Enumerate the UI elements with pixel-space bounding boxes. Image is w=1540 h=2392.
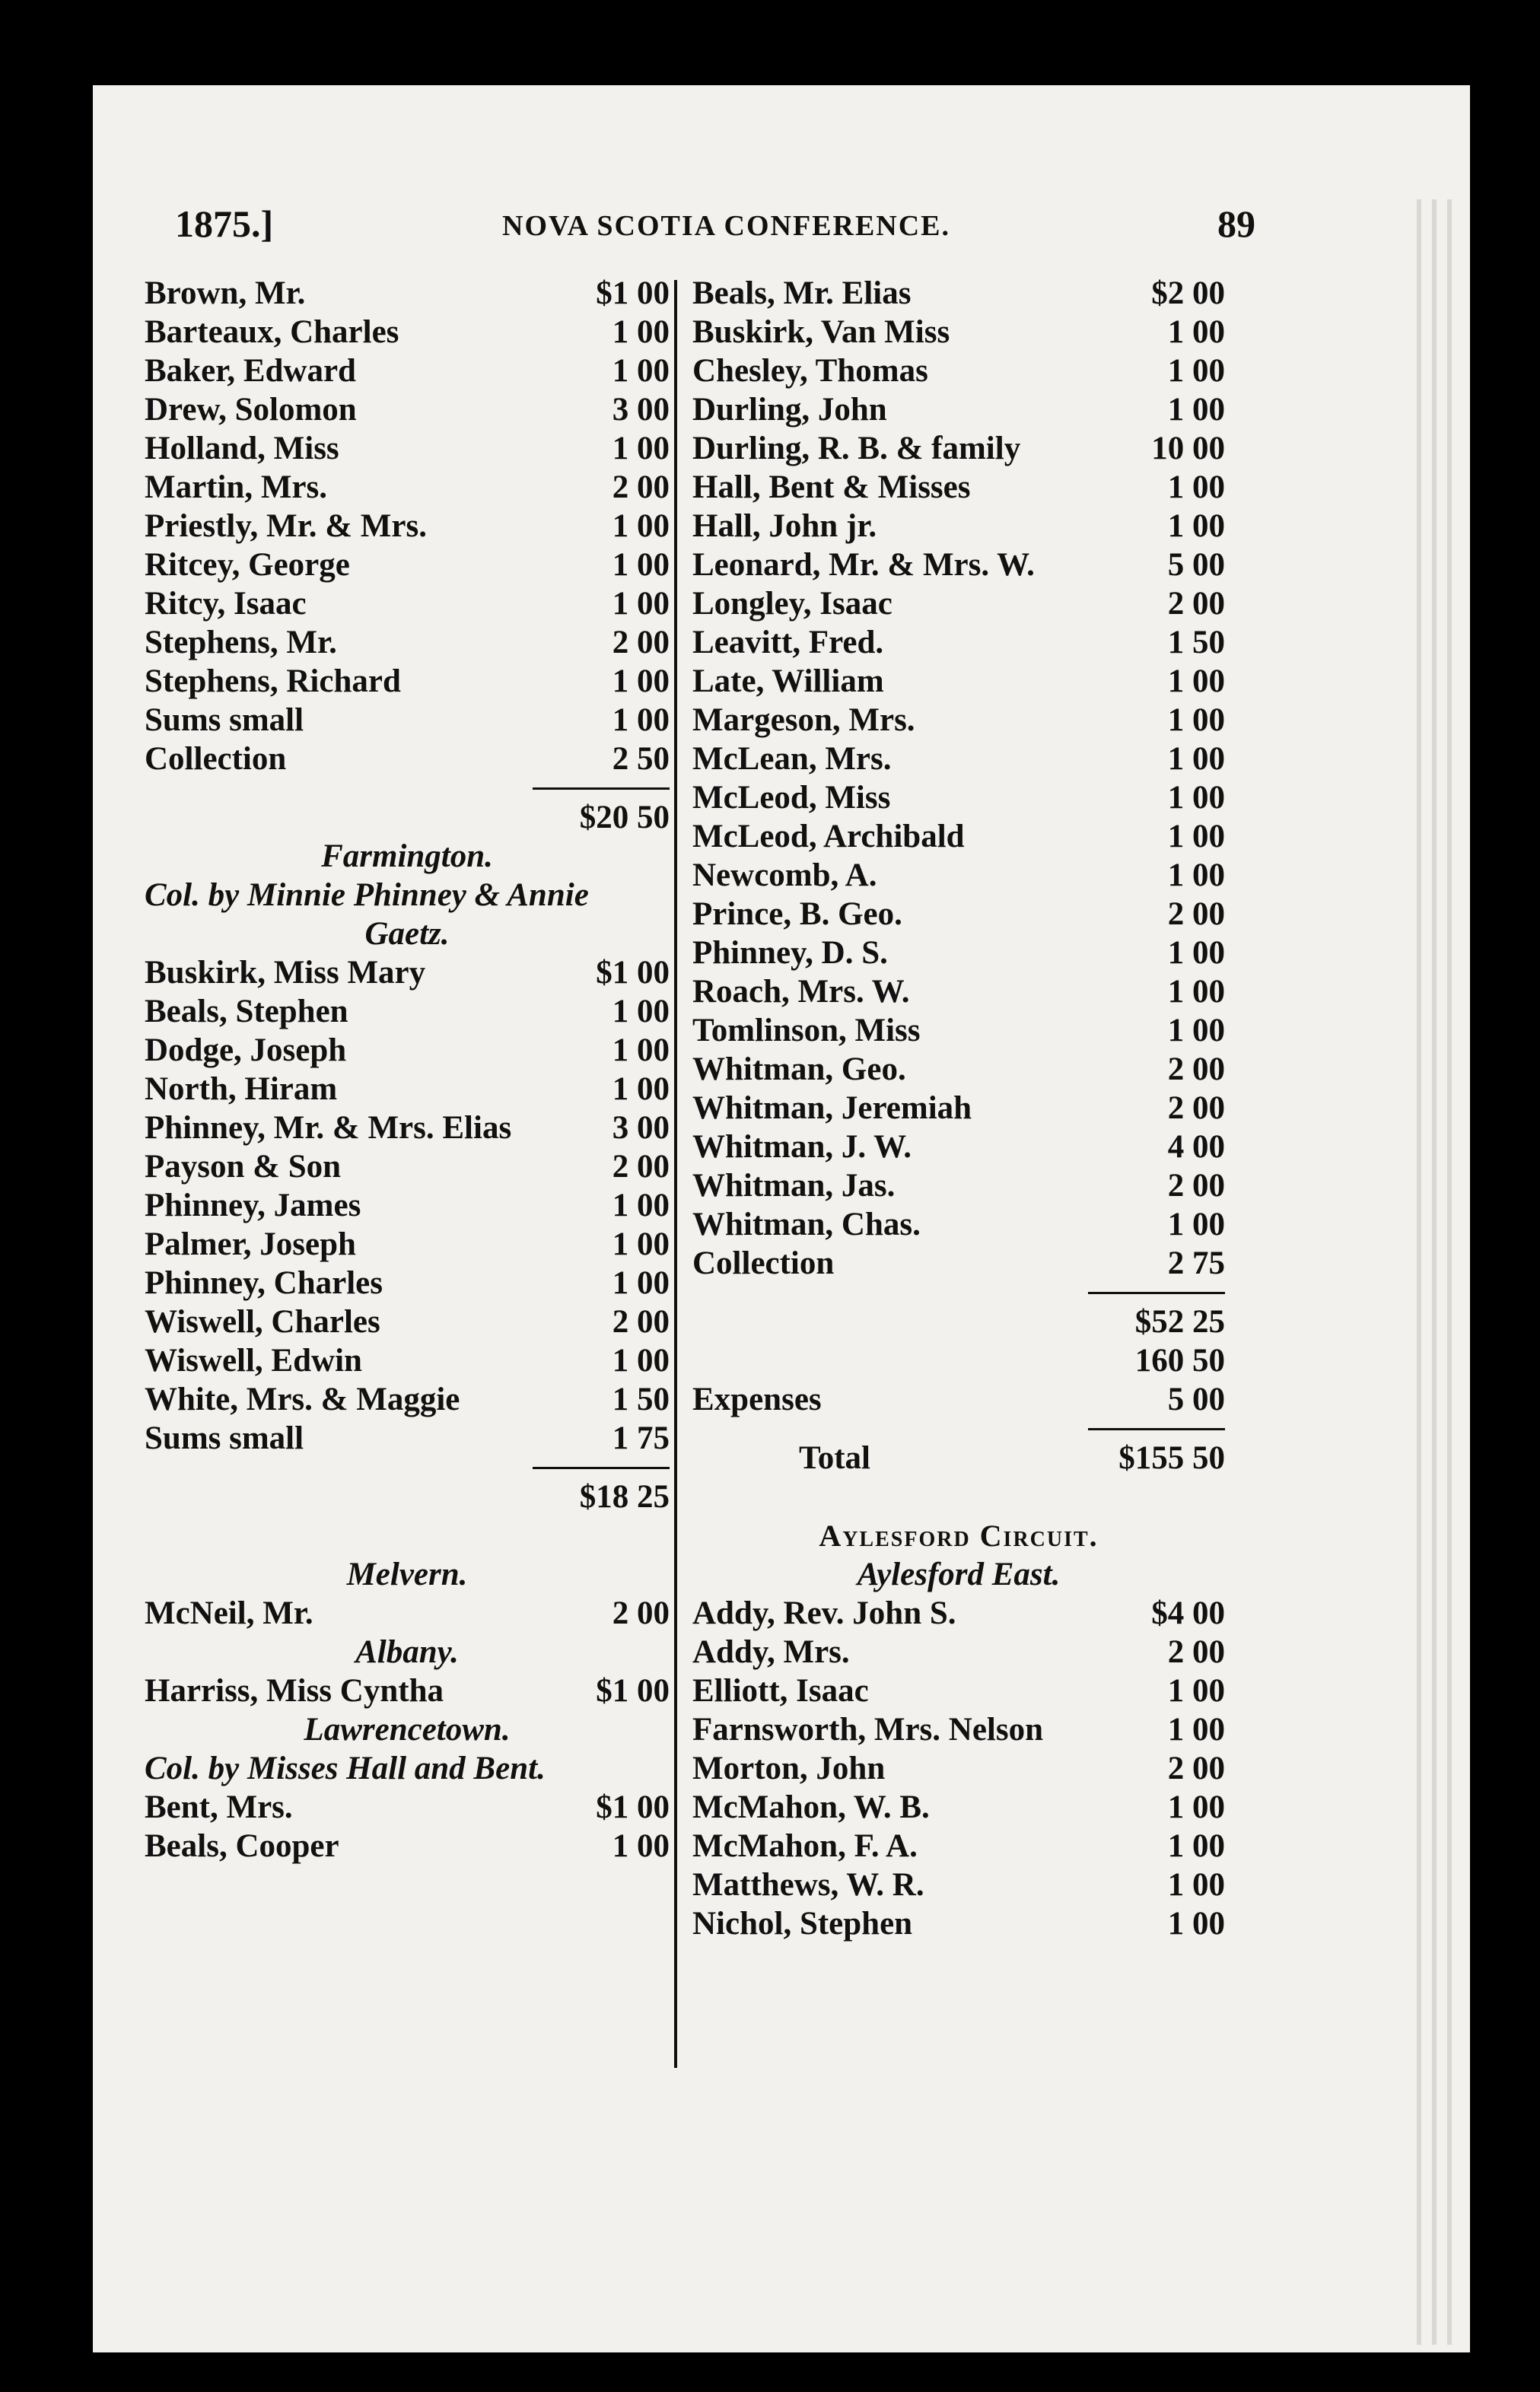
subtotal-amount: $20 50 xyxy=(579,800,670,835)
subtotal-amount: $18 25 xyxy=(579,1479,670,1515)
contribution-amount: 1 00 xyxy=(1167,702,1225,738)
contribution-amount: $2 00 xyxy=(1151,275,1225,311)
contribution-row xyxy=(145,507,670,546)
contribution-row xyxy=(692,274,1225,313)
contribution-amount: 2 50 xyxy=(612,741,670,777)
contributor-name: North, Hiram xyxy=(145,1071,338,1107)
contribution-amount: 2 00 xyxy=(612,625,670,660)
sum-row xyxy=(692,1341,1225,1380)
contribution-amount: 2 00 xyxy=(1167,1051,1225,1087)
total-label: Total xyxy=(799,1440,870,1476)
contribution-row xyxy=(692,507,1225,546)
contribution-amount: $4 00 xyxy=(1151,1595,1225,1631)
contribution-amount: 1 00 xyxy=(1167,1789,1225,1825)
contributor-name: Whitman, J. W. xyxy=(692,1129,912,1165)
contribution-amount: 1 00 xyxy=(612,586,670,622)
contribution-amount: 1 00 xyxy=(1167,935,1225,971)
contributor-name: Addy, Rev. John S. xyxy=(692,1595,956,1631)
contributor-name: Newcomb, A. xyxy=(692,857,877,893)
contribution-list xyxy=(145,274,670,778)
contributor-name: Barteaux, Charles xyxy=(145,314,399,350)
sum-rule xyxy=(692,1419,1225,1439)
contributor-name: Durling, John xyxy=(692,392,887,428)
contributor-name: Elliott, Isaac xyxy=(692,1673,869,1709)
expenses-label: Expenses xyxy=(692,1382,822,1417)
section-heading: Lawrencetown. xyxy=(304,1712,511,1748)
contribution-amount: 1 00 xyxy=(612,547,670,583)
contribution-amount: 3 00 xyxy=(612,392,670,428)
contribution-row xyxy=(692,662,1225,701)
contribution-amount: 1 00 xyxy=(1167,857,1225,893)
contribution-list xyxy=(145,1788,670,1866)
subtotal-row xyxy=(145,1478,670,1516)
contribution-row xyxy=(692,1866,1225,1904)
contribution-row xyxy=(692,313,1225,351)
subtotal-row xyxy=(692,1303,1225,1341)
contribution-row xyxy=(145,701,670,740)
contributor-name: Phinney, Mr. & Mrs. Elias xyxy=(145,1110,512,1146)
contribution-amount: $1 00 xyxy=(596,1673,670,1709)
contributor-name: Priestly, Mr. & Mrs. xyxy=(145,508,427,544)
contribution-list xyxy=(692,274,1225,1283)
contribution-row xyxy=(145,740,670,778)
contributor-name: Stephens, Richard xyxy=(145,663,401,699)
section-heading: Farmington. xyxy=(321,838,493,874)
contribution-amount: 2 00 xyxy=(612,469,670,505)
contribution-amount: 1 00 xyxy=(612,1188,670,1223)
contributor-name: Ritcy, Isaac xyxy=(145,586,307,622)
total-amount: $155 50 xyxy=(1118,1440,1225,1476)
section-heading: Melvern. xyxy=(346,1557,468,1592)
contributor-name: Morton, John xyxy=(692,1751,886,1786)
contributor-name: Wiswell, Charles xyxy=(145,1304,380,1340)
contribution-row xyxy=(692,390,1225,429)
section-heading: Albany. xyxy=(355,1634,459,1670)
contribution-row xyxy=(692,1166,1225,1205)
contributor-name: Phinney, Charles xyxy=(145,1265,383,1301)
contribution-row xyxy=(692,1205,1225,1244)
contribution-amount: 1 00 xyxy=(1167,508,1225,544)
contribution-row xyxy=(692,1710,1225,1749)
contribution-amount: 1 00 xyxy=(1167,1013,1225,1048)
page-edge xyxy=(1432,199,1437,2345)
contribution-row xyxy=(692,817,1225,856)
contribution-amount: 1 00 xyxy=(1167,1828,1225,1864)
contribution-amount: 1 00 xyxy=(1167,819,1225,854)
contributor-name: Holland, Miss xyxy=(145,431,339,466)
contribution-amount: $1 00 xyxy=(596,1789,670,1825)
contributor-name: Nichol, Stephen xyxy=(692,1906,913,1942)
contribution-amount: 1 00 xyxy=(1167,392,1225,428)
contribution-amount: 2 00 xyxy=(612,1595,670,1631)
contribution-amount: 1 00 xyxy=(1167,314,1225,350)
contribution-amount: 1 00 xyxy=(612,1032,670,1068)
contributor-name: Chesley, Thomas xyxy=(692,353,928,389)
contribution-row xyxy=(692,972,1225,1011)
contributor-name: Hall, John jr. xyxy=(692,508,877,544)
sum-rule xyxy=(145,1458,670,1478)
contribution-row xyxy=(145,1109,670,1147)
contribution-row xyxy=(692,1827,1225,1866)
left-column xyxy=(145,274,670,1866)
contributor-name: Whitman, Jas. xyxy=(692,1168,896,1204)
contribution-row xyxy=(692,1904,1225,1943)
contributor-name: Longley, Isaac xyxy=(692,586,892,622)
contributor-name: Collection xyxy=(145,741,287,777)
page-edge xyxy=(1447,199,1452,2345)
contributor-name: McLeod, Miss xyxy=(692,780,891,816)
contribution-amount: 1 00 xyxy=(612,702,670,738)
collector-line: Col. by Minnie Phinney & Annie xyxy=(145,877,589,913)
contribution-list xyxy=(692,1594,1225,1943)
contributor-name: Bent, Mrs. xyxy=(145,1789,293,1825)
contributor-name: Durling, R. B. & family xyxy=(692,431,1021,466)
contribution-amount: 1 75 xyxy=(612,1420,670,1456)
contributor-name: Phinney, James xyxy=(145,1188,361,1223)
contribution-amount: 1 00 xyxy=(1167,1712,1225,1748)
contribution-row xyxy=(145,1419,670,1458)
contributor-name: Whitman, Chas. xyxy=(692,1207,921,1242)
sum-rule xyxy=(145,778,670,798)
contribution-amount: 4 00 xyxy=(1167,1129,1225,1165)
contributor-name: Brown, Mr. xyxy=(145,275,306,311)
contribution-row xyxy=(692,1128,1225,1166)
page-number: 89 xyxy=(1217,202,1255,245)
contributor-name: Phinney, D. S. xyxy=(692,935,888,971)
contribution-row xyxy=(692,1089,1225,1128)
contributor-name: Whitman, Jeremiah xyxy=(692,1090,972,1126)
contribution-row xyxy=(145,1070,670,1109)
contribution-row xyxy=(145,662,670,701)
contributor-name: Payson & Son xyxy=(145,1149,342,1185)
contributor-name: Sums small xyxy=(145,1420,304,1456)
header-title: NOVA SCOTIA CONFERENCE. xyxy=(502,210,951,242)
contributor-name: Farnsworth, Mrs. Nelson xyxy=(692,1712,1044,1748)
contribution-amount: 1 00 xyxy=(1167,469,1225,505)
contributor-name: Ritcey, George xyxy=(145,547,350,583)
contribution-row xyxy=(145,313,670,351)
contribution-row xyxy=(692,584,1225,623)
contribution-row xyxy=(692,1244,1225,1283)
section-heading: Aylesford East. xyxy=(857,1557,1061,1592)
contribution-row xyxy=(145,468,670,507)
contribution-amount: 1 00 xyxy=(612,431,670,466)
contribution-row xyxy=(692,351,1225,390)
contribution-row xyxy=(145,1303,670,1341)
contribution-row xyxy=(145,1147,670,1186)
contributor-name: Stephens, Mr. xyxy=(145,625,337,660)
contribution-amount: 1 00 xyxy=(1167,974,1225,1010)
contribution-amount: 2 00 xyxy=(1167,1751,1225,1786)
contribution-row xyxy=(692,468,1225,507)
contribution-row xyxy=(692,778,1225,817)
contributor-name: Beals, Cooper xyxy=(145,1828,339,1864)
total-row xyxy=(692,1439,1225,1478)
contribution-row xyxy=(692,1749,1225,1788)
contribution-amount: 1 00 xyxy=(1167,1906,1225,1942)
contribution-amount: 1 00 xyxy=(1167,1207,1225,1242)
collector-line: Gaetz. xyxy=(364,916,450,952)
contribution-amount: 1 00 xyxy=(1167,741,1225,777)
contribution-amount: 1 00 xyxy=(1167,780,1225,816)
sum-rule xyxy=(692,1283,1225,1303)
contribution-row xyxy=(145,429,670,468)
contributor-name: McLean, Mrs. xyxy=(692,741,892,777)
contributor-name: Collection xyxy=(692,1245,835,1281)
contribution-row xyxy=(692,1011,1225,1050)
contribution-amount: 1 00 xyxy=(612,314,670,350)
contribution-row xyxy=(692,740,1225,778)
contribution-row xyxy=(692,1633,1225,1672)
contribution-amount: 1 00 xyxy=(612,508,670,544)
subtotal-amount: $52 25 xyxy=(1134,1304,1225,1340)
contribution-row xyxy=(145,953,670,992)
contribution-row xyxy=(145,1380,670,1419)
contributor-name: Sums small xyxy=(145,702,304,738)
contributor-name: Wiswell, Edwin xyxy=(145,1343,362,1379)
contributor-name: Margeson, Mrs. xyxy=(692,702,915,738)
contributor-name: Baker, Edward xyxy=(145,353,356,389)
contribution-amount: 2 00 xyxy=(1167,586,1225,622)
contribution-row xyxy=(145,1672,670,1710)
contributor-name: McLeod, Archibald xyxy=(692,819,965,854)
contributor-name: Late, William xyxy=(692,663,884,699)
contribution-row xyxy=(145,1788,670,1827)
contribution-amount: 10 00 xyxy=(1151,431,1225,466)
column-divider xyxy=(674,280,677,2068)
contributor-name: Martin, Mrs. xyxy=(145,469,328,505)
contribution-amount: 2 00 xyxy=(1167,896,1225,932)
contributor-name: Leavitt, Fred. xyxy=(692,625,884,660)
contributor-name: Palmer, Joseph xyxy=(145,1226,356,1262)
right-column xyxy=(692,274,1225,1943)
contribution-amount: 1 00 xyxy=(612,1226,670,1262)
contribution-amount: 1 00 xyxy=(1167,1867,1225,1903)
contributor-name: Beals, Mr. Elias xyxy=(692,275,912,311)
page-edge xyxy=(1417,199,1421,2345)
contributor-name: Drew, Solomon xyxy=(145,392,357,428)
contribution-row xyxy=(692,1788,1225,1827)
contributor-name: Leonard, Mr. & Mrs. W. xyxy=(692,547,1035,583)
page-header xyxy=(175,202,1255,255)
contribution-row xyxy=(145,1341,670,1380)
contribution-amount: 1 00 xyxy=(1167,1673,1225,1709)
contributor-name: Buskirk, Miss Mary xyxy=(145,955,426,991)
contribution-amount: 1 00 xyxy=(612,994,670,1029)
contributor-name: Harriss, Miss Cyntha xyxy=(145,1673,444,1709)
contribution-amount: 3 00 xyxy=(612,1110,670,1146)
contribution-row xyxy=(145,1264,670,1303)
contributor-name: Whitman, Geo. xyxy=(692,1051,906,1087)
contribution-amount: 1 00 xyxy=(612,1343,670,1379)
contributor-name: McMahon, F. A. xyxy=(692,1828,918,1864)
contribution-amount: 2 75 xyxy=(1167,1245,1225,1281)
contributor-name: White, Mrs. & Maggie xyxy=(145,1382,460,1417)
contribution-row xyxy=(145,351,670,390)
contribution-row xyxy=(692,1672,1225,1710)
contribution-amount: 1 00 xyxy=(1167,353,1225,389)
contribution-row xyxy=(145,992,670,1031)
contributor-name: Addy, Mrs. xyxy=(692,1634,850,1670)
contribution-amount: 1 00 xyxy=(612,353,670,389)
subtotal-row xyxy=(145,798,670,837)
contribution-row xyxy=(692,546,1225,584)
contributor-name: Tomlinson, Miss xyxy=(692,1013,921,1048)
contribution-row xyxy=(145,274,670,313)
contribution-amount: 1 50 xyxy=(612,1382,670,1417)
contribution-row xyxy=(145,1594,670,1633)
contribution-row xyxy=(145,1186,670,1225)
contribution-row xyxy=(692,934,1225,972)
contribution-row xyxy=(145,1225,670,1264)
contribution-amount: 2 00 xyxy=(1167,1168,1225,1204)
contributor-name: McMahon, W. B. xyxy=(692,1789,930,1825)
contribution-amount: 1 00 xyxy=(1167,663,1225,699)
contribution-amount: 1 00 xyxy=(612,1071,670,1107)
contribution-row xyxy=(692,856,1225,895)
contribution-amount: 1 00 xyxy=(612,1828,670,1864)
contribution-row xyxy=(692,623,1225,662)
circuit-heading: Aylesford Circuit. xyxy=(819,1519,1099,1553)
contribution-list xyxy=(145,953,670,1458)
contribution-row xyxy=(692,1594,1225,1633)
expenses-amount: 5 00 xyxy=(1167,1382,1225,1417)
contributor-name: Matthews, W. R. xyxy=(692,1867,924,1903)
contribution-row xyxy=(145,584,670,623)
contribution-amount: 2 00 xyxy=(612,1304,670,1340)
contribution-amount: 5 00 xyxy=(1167,547,1225,583)
contribution-amount: 2 00 xyxy=(612,1149,670,1185)
sum-amount: 160 50 xyxy=(1134,1343,1225,1379)
contribution-row xyxy=(692,1050,1225,1089)
contribution-row xyxy=(145,1827,670,1866)
contribution-amount: 1 00 xyxy=(612,663,670,699)
contribution-amount: 2 00 xyxy=(1167,1090,1225,1126)
contributor-name: Buskirk, Van Miss xyxy=(692,314,950,350)
contribution-amount: 1 00 xyxy=(612,1265,670,1301)
contributor-name: Roach, Mrs. W. xyxy=(692,974,910,1010)
contribution-row xyxy=(145,546,670,584)
contributor-name: Beals, Stephen xyxy=(145,994,348,1029)
contribution-amount: 1 50 xyxy=(1167,625,1225,660)
contribution-amount: $1 00 xyxy=(596,275,670,311)
contribution-row xyxy=(145,1031,670,1070)
header-year: 1875.] xyxy=(175,202,274,245)
contributor-name: Prince, B. Geo. xyxy=(692,896,902,932)
contribution-amount: $1 00 xyxy=(596,955,670,991)
contributor-name: Dodge, Joseph xyxy=(145,1032,347,1068)
contribution-row xyxy=(692,701,1225,740)
contribution-row xyxy=(692,895,1225,934)
contribution-row xyxy=(692,429,1225,468)
contribution-amount: 2 00 xyxy=(1167,1634,1225,1670)
contributor-name: Hall, Bent & Misses xyxy=(692,469,971,505)
expenses-row xyxy=(692,1380,1225,1419)
collector-line: Col. by Misses Hall and Bent. xyxy=(145,1751,546,1786)
contribution-row xyxy=(145,623,670,662)
contributor-name: McNeil, Mr. xyxy=(145,1595,313,1631)
contribution-row xyxy=(145,390,670,429)
